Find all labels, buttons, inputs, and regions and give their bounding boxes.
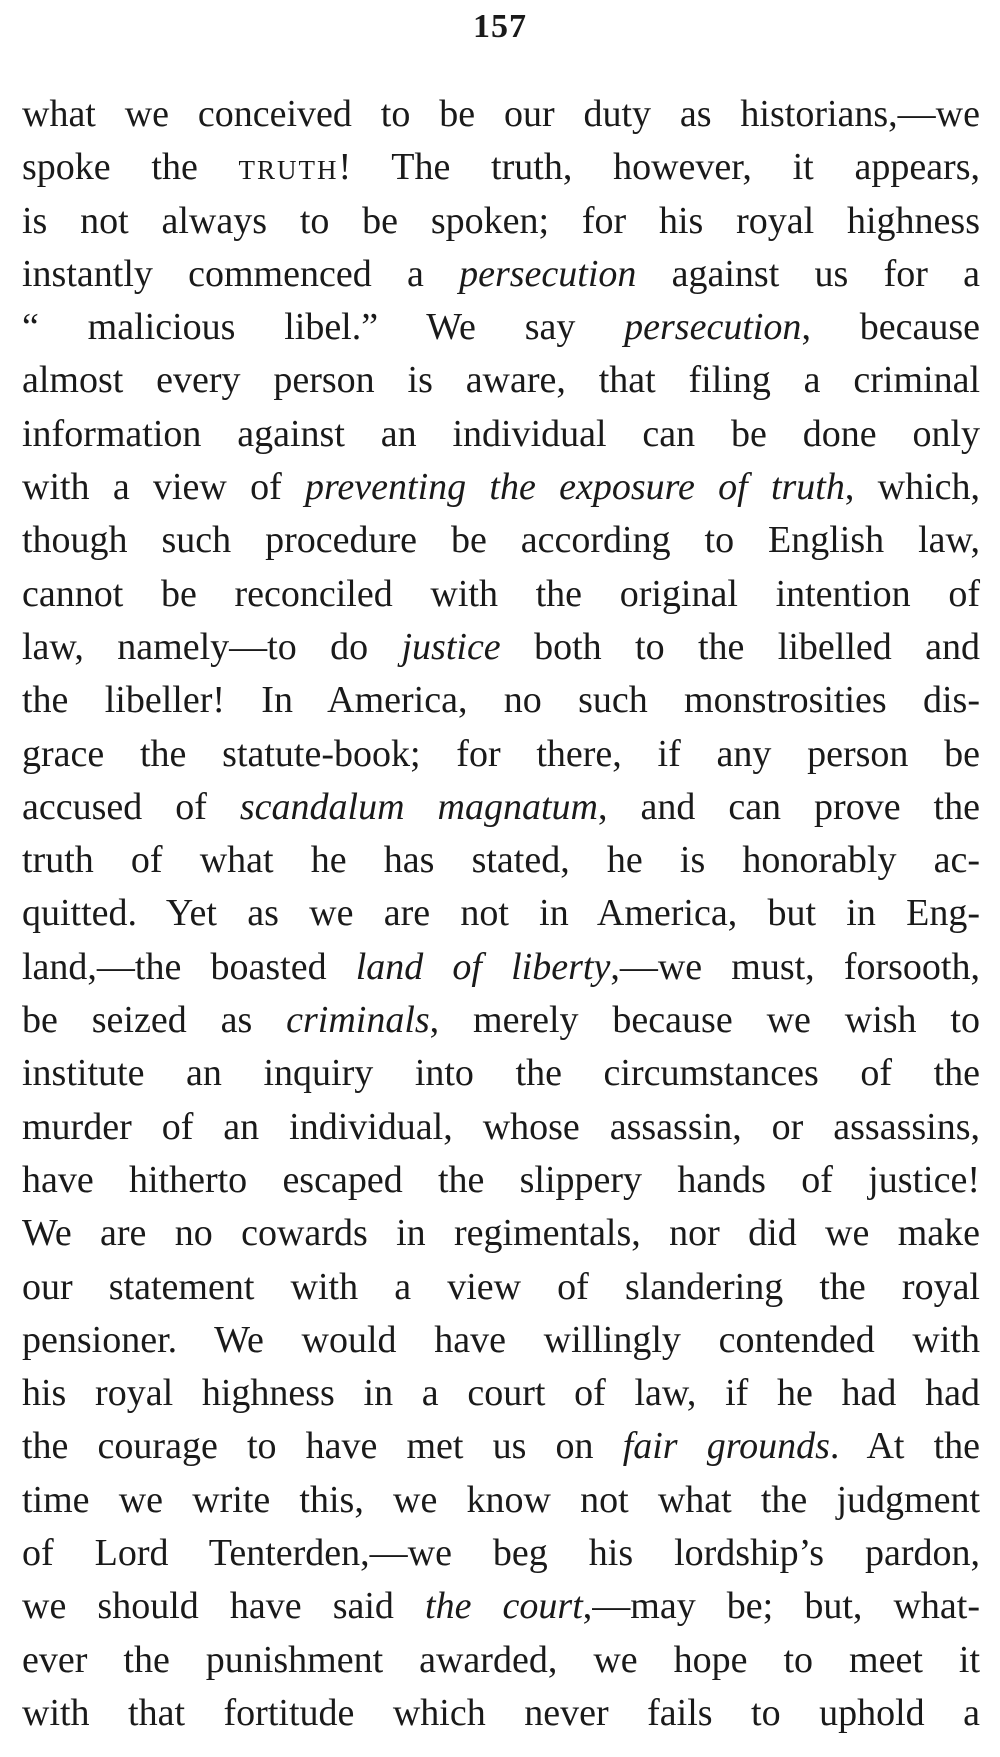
text-segment: , merely because we wish to (429, 999, 980, 1042)
text-segment: with that fortitude which never fails to uphold a (22, 1691, 980, 1734)
text-line (22, 568, 980, 621)
text-segment: the courage to have met us on (22, 1425, 623, 1468)
text-segment: of Lord Tenterden,—we beg his lordship’s pardon, (22, 1532, 980, 1575)
text-line (22, 887, 980, 940)
italic-text: preventing the exposure of truth (305, 466, 845, 509)
text-line (22, 514, 980, 567)
text-segment: . At the (829, 1425, 981, 1468)
text-segment: our statement with a view of slandering the royal (22, 1265, 980, 1308)
text-line (22, 141, 980, 194)
text-line (22, 1261, 980, 1314)
text-segment: “ malicious libel.” We say (22, 306, 625, 349)
text-line (22, 408, 980, 461)
text-segment: ever the punishment awarded, we hope to meet it (22, 1638, 980, 1681)
text-line (22, 195, 980, 248)
italic-text: persecution (624, 306, 802, 349)
italic-text: fair grounds (622, 1425, 830, 1468)
text-segment: almost every person is aware, that filing a criminal (22, 359, 980, 402)
text-segment: be seized as (22, 999, 287, 1042)
text-line (22, 834, 980, 887)
text-segment: law, namely—to do (22, 625, 402, 668)
text-line (22, 301, 980, 354)
text-line (22, 1314, 980, 1367)
text-segment: against us for a (636, 252, 980, 295)
text-segment: information against an individual can be done only (22, 412, 980, 455)
text-segment: ,—may be; but, what- (582, 1585, 980, 1628)
text-segment: his royal highness in a court of law, if he had had (22, 1372, 980, 1415)
italic-text: justice (401, 625, 501, 668)
text-line (22, 994, 980, 1047)
text-segment: cannot be reconciled with the original intention of (22, 572, 980, 615)
text-line (22, 1420, 980, 1473)
body-text (22, 88, 980, 1740)
text-line (22, 1527, 980, 1580)
text-segment: , which, (844, 466, 980, 509)
italic-text: criminals (286, 999, 430, 1042)
text-line (22, 1101, 980, 1154)
text-line (22, 1474, 980, 1527)
text-segment: both to the libelled and (500, 625, 980, 668)
text-segment: with a view of (22, 466, 306, 509)
text-segment: though such procedure be according to English law, (22, 519, 980, 562)
italic-text: land of liberty (355, 945, 611, 988)
text-segment: we should have said (22, 1585, 426, 1628)
page-number: 157 (473, 8, 527, 45)
text-line (22, 1047, 980, 1100)
text-line (22, 248, 980, 301)
text-segment: time we write this, we know not what the judgment (22, 1478, 980, 1521)
italic-text: scandalum magnatum (239, 785, 598, 828)
text-segment: We are no cowards in regimentals, nor did we make (22, 1212, 980, 1255)
text-line (22, 728, 980, 781)
text-segment: what we conceived to be our duty as historians,—we (22, 93, 980, 135)
text-line (22, 1367, 980, 1420)
small-caps-text: truth (238, 146, 339, 189)
text-line (22, 88, 980, 141)
text-segment: pensioner. We would have willingly contended with (22, 1318, 980, 1361)
text-line (22, 354, 980, 407)
text-segment: land,—the boasted (22, 945, 356, 988)
text-segment: have hitherto escaped the slippery hands of justice! (22, 1158, 980, 1201)
text-line (22, 1687, 980, 1740)
text-segment: spoke the (22, 146, 239, 189)
text-segment: institute an inquiry into the circumstances of the (22, 1052, 980, 1095)
text-segment: ,—we must, forsooth, (610, 945, 980, 988)
text-segment: , because (801, 306, 980, 349)
text-line (22, 461, 980, 514)
text-segment: quitted. Yet as we are not in America, but in Eng- (22, 892, 980, 935)
text-segment: murder of an individual, whose assassin, or assassins, (22, 1105, 980, 1148)
text-segment: truth of what he has stated, he is honorably ac- (22, 839, 980, 882)
text-line (22, 1580, 980, 1633)
text-segment: grace the statute-book; for there, if any person be (22, 732, 980, 775)
text-segment: is not always to be spoken; for his royal highness (22, 199, 980, 242)
text-segment: instantly commenced a (22, 252, 460, 295)
text-line (22, 674, 980, 727)
text-line (22, 621, 980, 674)
text-segment: the libeller! In America, no such monstrosities dis- (22, 679, 980, 722)
text-line (22, 1207, 980, 1260)
text-line (22, 1634, 980, 1687)
text-segment: accused of (22, 785, 240, 828)
italic-text: persecution (459, 252, 637, 295)
italic-text: the court (425, 1585, 583, 1628)
text-line (22, 1154, 980, 1207)
text-line (22, 781, 980, 834)
text-segment: , and can prove the (597, 785, 980, 828)
text-line (22, 941, 980, 994)
text-segment: ! The truth, however, it appears, (338, 146, 980, 189)
